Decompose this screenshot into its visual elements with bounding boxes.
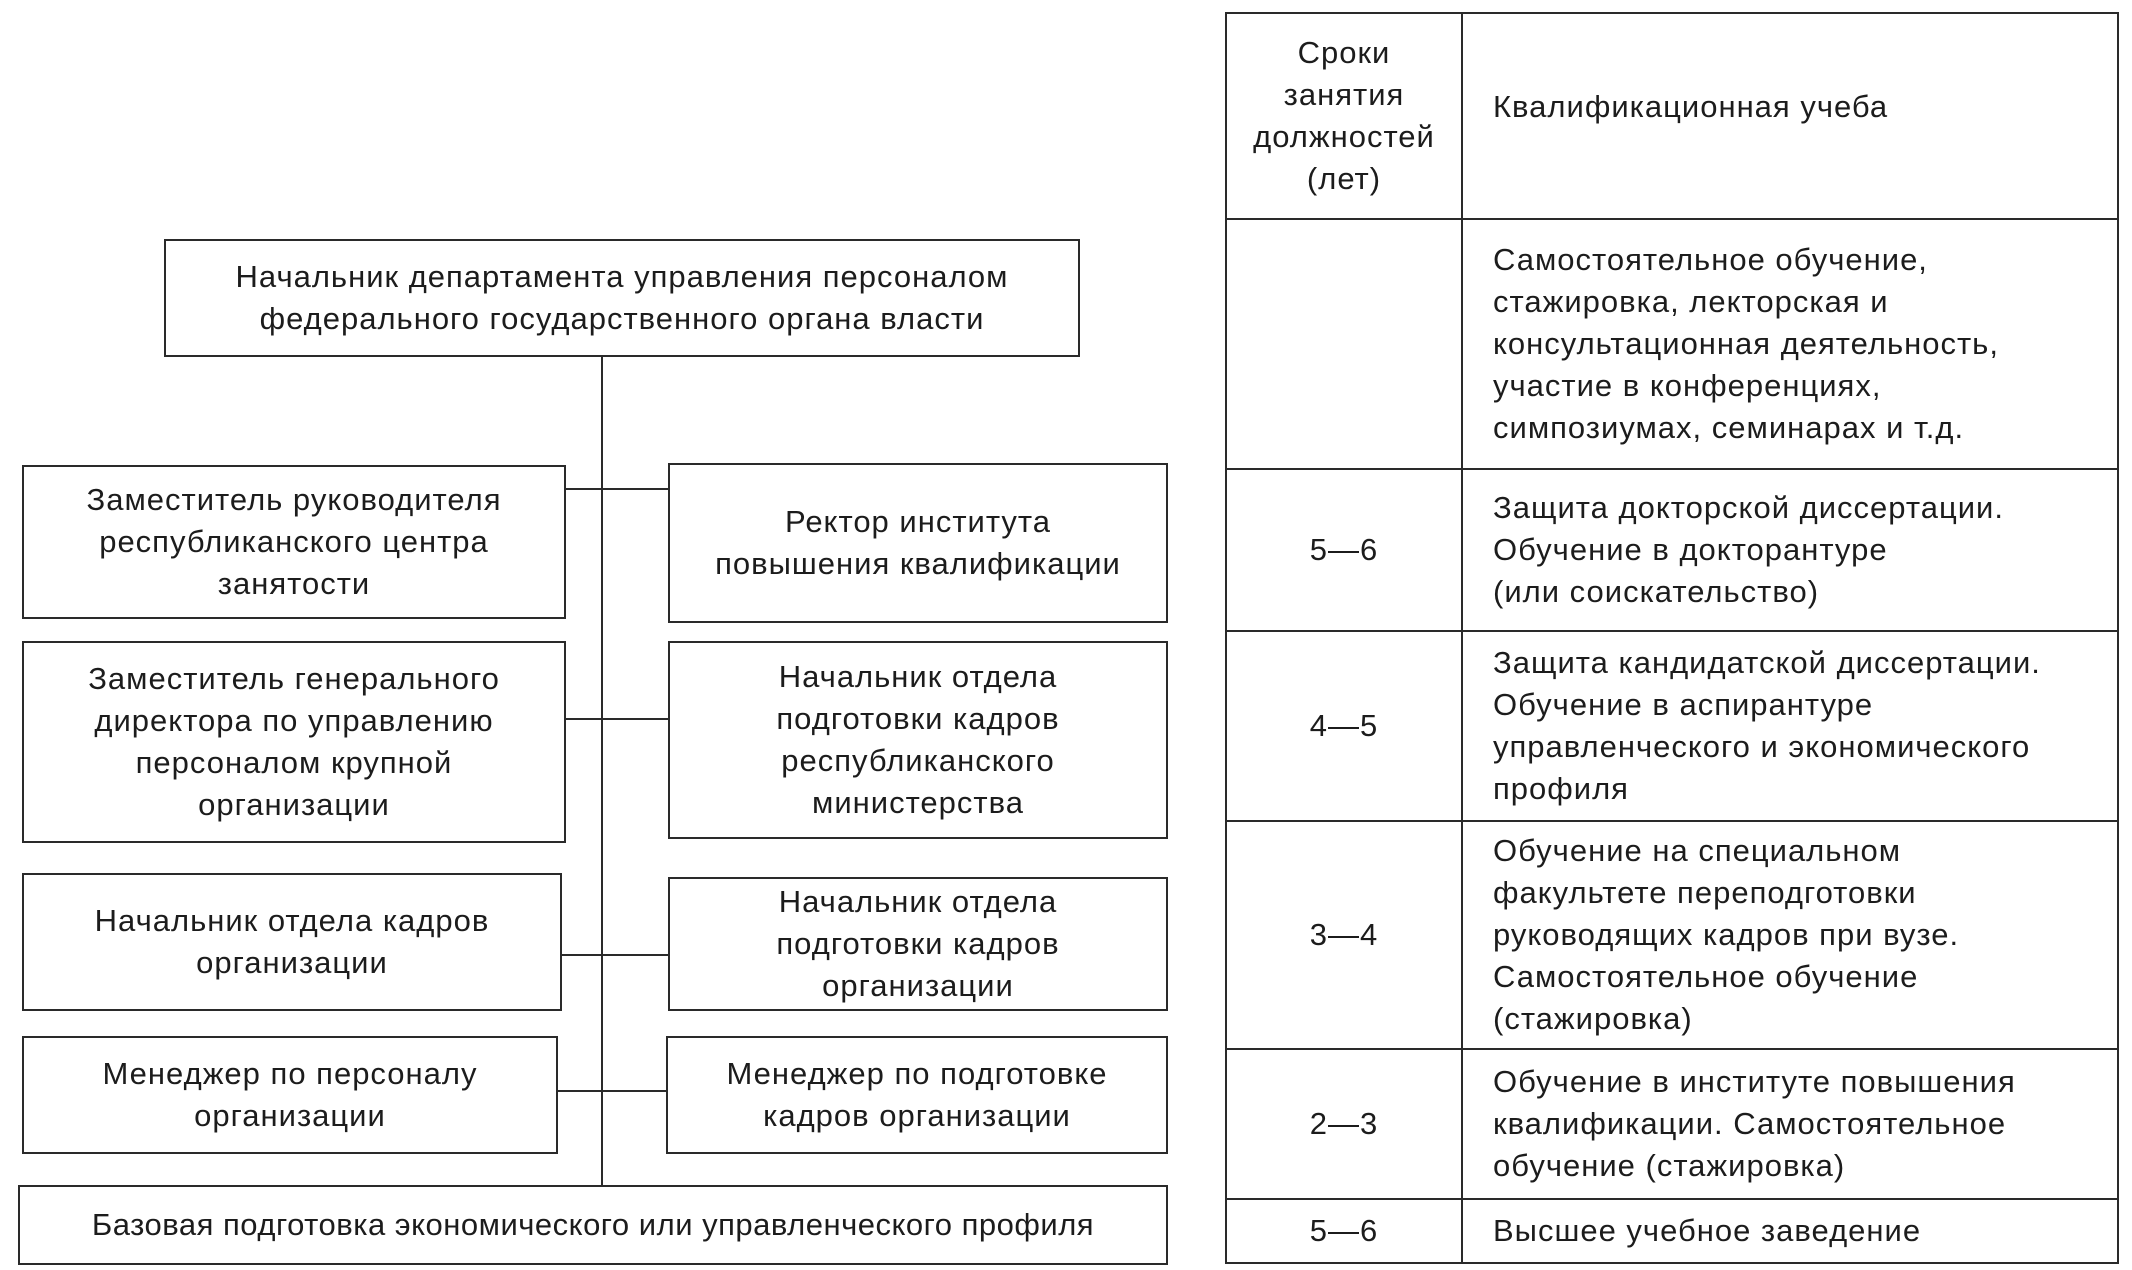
right-position-box-3: Начальник отдела подготовки кадров организации: [668, 877, 1168, 1011]
connector-right-1: [602, 488, 668, 490]
row-training-cell: Защита докторской диссертации. Обучение в докторантуре (или соискательство): [1493, 490, 2004, 609]
row-years-cell: 3—4: [1309, 917, 1379, 952]
connector-left-3: [562, 954, 602, 956]
connector-left-2: [566, 718, 602, 720]
header-training-cell: Квалификационная учеба: [1493, 89, 1889, 124]
table-row: [1227, 632, 2117, 822]
row-training-cell: Обучение в институте повышения квалификации. Самостоятельное обучение (стажировка): [1493, 1064, 2016, 1183]
table-row: [1227, 470, 2117, 632]
connector-right-2: [602, 718, 668, 720]
table-row: [1227, 220, 2117, 470]
table-row: [1227, 1050, 2117, 1200]
right-position-box-1: Ректор института повышения квалификации: [668, 463, 1168, 623]
row-training-cell: Обучение на специальном факультете переподготовки руководящих кадров при вузе. Самостоятельное обучение (стажировка): [1493, 833, 1960, 1036]
left-position-box-2: Заместитель генерального директора по управлению персоналом крупной организации: [22, 641, 566, 843]
row-training-cell: Защита кандидатской диссертации. Обучение в аспирантуре управленческого и экономического профиля: [1493, 645, 2041, 806]
right-position-box-4: Менеджер по подготовке кадров организации: [666, 1036, 1168, 1154]
row-years-cell: 4—5: [1309, 708, 1379, 743]
table-header-row: [1227, 14, 2117, 220]
base-training-box: Базовая подготовка экономического или управленческого профиля: [18, 1185, 1168, 1265]
row-years-cell: [1227, 220, 1461, 468]
table-row: [1227, 822, 2117, 1050]
left-position-box-1: Заместитель руководителя республиканского центра занятости: [22, 465, 566, 619]
qualification-table: [1225, 12, 2119, 1264]
row-years-cell: 5—6: [1309, 532, 1379, 567]
connector-right-3: [602, 954, 668, 956]
row-years-cell: 2—3: [1309, 1106, 1379, 1141]
left-position-box-3: Начальник отдела кадров организации: [22, 873, 562, 1011]
connector-left-4: [558, 1090, 602, 1092]
row-years-cell: 5—6: [1309, 1213, 1379, 1248]
table-row: [1227, 1200, 2117, 1262]
top-position-box: Начальник департамента управления персоналом федерального государственного органа власти: [164, 239, 1080, 357]
connector-right-4: [602, 1090, 666, 1092]
trunk-line: [601, 357, 603, 1187]
left-position-box-4: Менеджер по персоналу организации: [22, 1036, 558, 1154]
connector-left-1: [566, 488, 602, 490]
header-years-cell: Сроки занятия должностей (лет): [1253, 35, 1435, 196]
row-training-cell: Высшее учебное заведение: [1493, 1213, 1922, 1248]
row-training-cell: Самостоятельное обучение, стажировка, лекторская и консультационная деятельность, участие в конференциях, симпозиумах, семинарах и т.д.: [1493, 242, 1999, 445]
right-position-box-2: Начальник отдела подготовки кадров республиканского министерства: [668, 641, 1168, 839]
